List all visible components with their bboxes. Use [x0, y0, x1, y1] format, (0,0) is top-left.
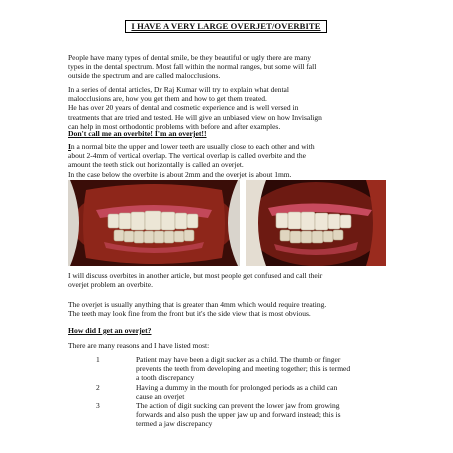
- overjet-definition-paragraph: [68, 300, 393, 318]
- list-item: [68, 355, 398, 383]
- section-heading-overjet: Don't call me an overbite! I'm an overjet!!: [68, 129, 207, 138]
- text-line: cause an overjet: [136, 391, 185, 401]
- section-heading-causes: How did I get an overjet?: [68, 326, 152, 335]
- list-number: 3: [96, 401, 100, 411]
- text-line: treatments that are tried and tested. He will give an unbiased view on how Invisalign: [68, 112, 322, 122]
- text-line: Patient may have been a digit sucker as a child. The thumb or finger: [136, 355, 341, 364]
- text-line: amount the teeth stick out horizontally is called an overjet.: [68, 160, 244, 170]
- text-line: In a series of dental articles, Dr Raj Kumar will try to explain what dental: [68, 85, 289, 94]
- text-line: People have many types of dental smile, be they beautiful or ugly there are many: [68, 53, 312, 62]
- text-line: The action of digit sucking can prevent the lower jaw from growing: [136, 401, 340, 411]
- section1-paragraph: [68, 142, 393, 179]
- list-number: 1: [96, 355, 100, 364]
- causes-list: [68, 355, 398, 429]
- text-line: about 2-4mm of vertical overlap. The vertical overlap is called overbite and the: [68, 151, 306, 161]
- text-line: The teeth may look fine from the front but it's the side view that is most obvious.: [68, 309, 311, 319]
- text-line: In the case below the overbite is about 2mm and the overjet is about 1mm.: [68, 169, 292, 179]
- text-line: The overjet is usually anything that is greater than 4mm which would require treating.: [68, 300, 327, 309]
- intro-paragraph-1: [68, 53, 393, 81]
- text-line: He has over 20 years of dental and cosmetic experience and is well versed in: [68, 103, 299, 113]
- causes-lead: [68, 341, 393, 350]
- text-line: prevents the teeth from developing and meeting together; this is termed: [136, 364, 351, 374]
- list-number: 2: [96, 382, 100, 392]
- intro-paragraph-2: [68, 85, 393, 131]
- dental-front-view-photo: [68, 180, 240, 266]
- dental-side-view-photo: [246, 180, 386, 266]
- text-line: malocclusions are, how you get them and how to get them treated.: [68, 94, 267, 104]
- text-line: a tooth discrepancy: [136, 373, 195, 383]
- list-item: [68, 383, 398, 401]
- text-line: n a normal bite the upper and lower teeth are usually close to each other and with: [70, 142, 315, 151]
- text-line: types in the dental spectrum. Most fall within the normal ranges, but some will fall: [68, 62, 317, 72]
- page-title: I HAVE A VERY LARGE OVERJET/OVERBITE: [125, 20, 327, 33]
- overbite-note-paragraph: [68, 271, 393, 289]
- text-line: Having a dummy in the mouth for prolonged periods as a child can: [136, 382, 338, 392]
- text-line: termed a jaw discrepancy: [136, 419, 213, 429]
- list-item: [68, 401, 398, 429]
- text-line: can help in most orthodontic problems with before and after examples.: [68, 121, 281, 131]
- text-line: overjet problem an overbite.: [68, 280, 153, 290]
- text-line: outside the spectrum and are called malocclusions.: [68, 71, 221, 81]
- drop-letter: I: [68, 142, 71, 151]
- text-line: forwards and also push the upper jaw up and forward instead; this is: [136, 410, 341, 420]
- text-line: I will discuss overbites in another article, but most people get confused and call their: [68, 271, 323, 280]
- text-line: There are many reasons and I have listed most:: [68, 341, 210, 350]
